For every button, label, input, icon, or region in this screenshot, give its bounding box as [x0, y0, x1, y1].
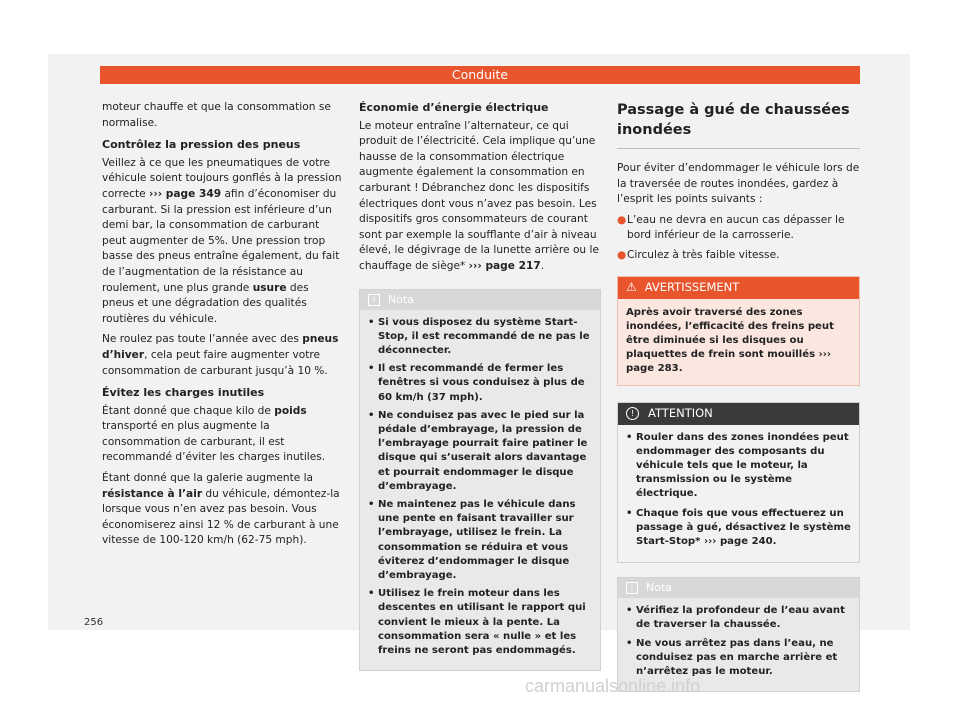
attention-body	[618, 425, 859, 563]
section-title: Conduite	[451, 67, 509, 82]
column-3	[617, 100, 860, 692]
warning-body: Après avoir traversé des zones inondées, l’efficacité des freins peut être diminuée si les disques ou plaquettes de frein sont mouillés ››› page 283.	[626, 306, 834, 375]
column-2	[359, 100, 601, 671]
page-link[interactable]: ››› page 283	[626, 349, 832, 375]
page-link[interactable]: ››› page 349	[148, 187, 222, 200]
note-title: Nota	[646, 581, 673, 595]
paragraph: Veillez à ce que les pneumatiques de votre véhicule soient toujours gonflés à la pression correcte ››› page 349 afin d’économiser du carburant. Si la pression est inférieure d’un demi bar, la consommation de carburant peut augmenter de 5%. Une pression trop basse des pneus entraîne également, du fait de l’augmentation de la résistance au roulement, une plus grande usure des pneus et une dégradation des qualités routières du véhicule.	[102, 156, 342, 325]
paragraph: Ne roulez pas toute l’année avec des pneus d’hiver, cela peut faire augmenter votre consommation de carburant jusqu’à 10 %.	[102, 333, 339, 377]
paragraph: Étant donné que la galerie augmente la résistance à l’air du véhicule, démontez-la lorsque vous n’en avez pas besoin. Vous économiserez ainsi 12 % de carburant à une vitesse de 100-120 km/h (62-75 mph).	[102, 472, 340, 547]
warning-triangle-icon: ⚠	[626, 279, 637, 294]
page-link[interactable]: ››› page 217	[468, 259, 541, 272]
attention-title: ATTENTION	[648, 405, 713, 420]
list-item: • Utilisez le frein moteur dans les descentes en utilisant le rapport qui convient le mieux à la pente. La consommation sera « nulle » et les freins ne seront pas endommagés.	[368, 588, 586, 656]
list-item: • Ne maintenez pas le véhicule dans une pente en faisant travailler sur l’embrayage, utilisez le frein. La consommation se réduira et vous éviterez d’endommager le disque d’embrayage.	[368, 498, 576, 581]
paragraph: Étant donné que chaque kilo de poids transporté en plus augmente la consommation de carburant, il est recommandé d’éviter les charges inutiles.	[102, 404, 326, 464]
list-item: ● L’eau ne devra en aucun cas dépasser le bord inférieur de la carrosserie.	[617, 213, 845, 242]
heading-pressure: Contrôlez la pression des pneus	[102, 138, 301, 152]
page-title: Passage à gué de chaussées inondées	[617, 102, 850, 138]
note-box	[617, 577, 860, 692]
divider	[617, 148, 860, 149]
list-item: ● Circulez à très faible vitesse.	[617, 248, 860, 264]
watermark: carmanualsonline.info	[525, 676, 701, 696]
note-title: Nota	[388, 292, 415, 306]
list-item: • Rouler dans des zones inondées peut endommager des composants du véhicule tels que le moteur, la transmission ou le système électrique.	[626, 431, 849, 500]
heading-loads: Évitez les charges inutiles	[102, 386, 265, 400]
bullet-icon: ●	[617, 213, 627, 226]
attention-header	[618, 403, 859, 425]
warning-title: AVERTISSEMENT	[644, 279, 740, 294]
column-1	[102, 100, 342, 554]
note-header	[360, 290, 600, 310]
warning-header	[618, 277, 859, 299]
attention-box	[617, 402, 860, 564]
page-number: 256	[84, 617, 104, 628]
list-item: • Ne vous arrêtez pas dans l’eau, ne conduisez pas en marche arrière et n’arrêtez pas le moteur.	[626, 637, 838, 678]
bullet-icon: ●	[617, 248, 627, 261]
heading-energy: Économie d’énergie électrique	[359, 101, 549, 114]
list-item: • Ne conduisez pas avec le pied sur la pédale d’embrayage, la pression de l’embrayage pourrait faire patiner le disque qui s’userait alors davantage et pourrait endommager le disque d’embrayage.	[368, 409, 588, 492]
paragraph: moteur chauffe et que la consommation se normalise.	[102, 101, 331, 129]
exclamation-circle-icon: !	[626, 407, 639, 420]
note-header	[618, 578, 859, 598]
info-square-icon: i	[368, 294, 380, 306]
note-body	[360, 310, 600, 671]
paragraph: Pour éviter d’endommager le véhicule lors de la traversée de routes inondées, gardez à l’esprit les points suivants :	[617, 162, 860, 206]
list-item: • Si vous disposez du système Start-Stop, il est recommandé de ne pas le déconnecter.	[368, 316, 590, 356]
paragraph: Le moteur entraîne l’alternateur, ce qui produit de l’électricité. Cela implique qu’une hausse de la consommation électrique augmente également la consommation en carburant ! Débranchez donc les dispositifs électriques dont vous n’avez pas besoin. Les dispositifs gros consommateurs de courant sont par exemple la soufflante d’air à niveau élevé, le dégivrage de la lunette arrière ou le chauffage de siège* ››› page 217.	[359, 119, 599, 272]
list-item: • Il est recommandé de fermer les fenêtres si vous conduisez à plus de 60 km/h (37 mph).	[368, 363, 585, 403]
section-header	[100, 66, 860, 84]
page-link[interactable]: ››› page 240	[703, 536, 773, 547]
info-square-icon: i	[626, 582, 638, 594]
warning-box	[617, 276, 860, 386]
list-item: • Vérifiez la profondeur de l’eau avant de traverser la chaussée.	[626, 605, 845, 631]
list-item: • Chaque fois que vous effectuerez un passage à gué, désactivez le système Start-Stop* ››› page 240.	[626, 507, 851, 547]
note-box	[359, 289, 601, 672]
